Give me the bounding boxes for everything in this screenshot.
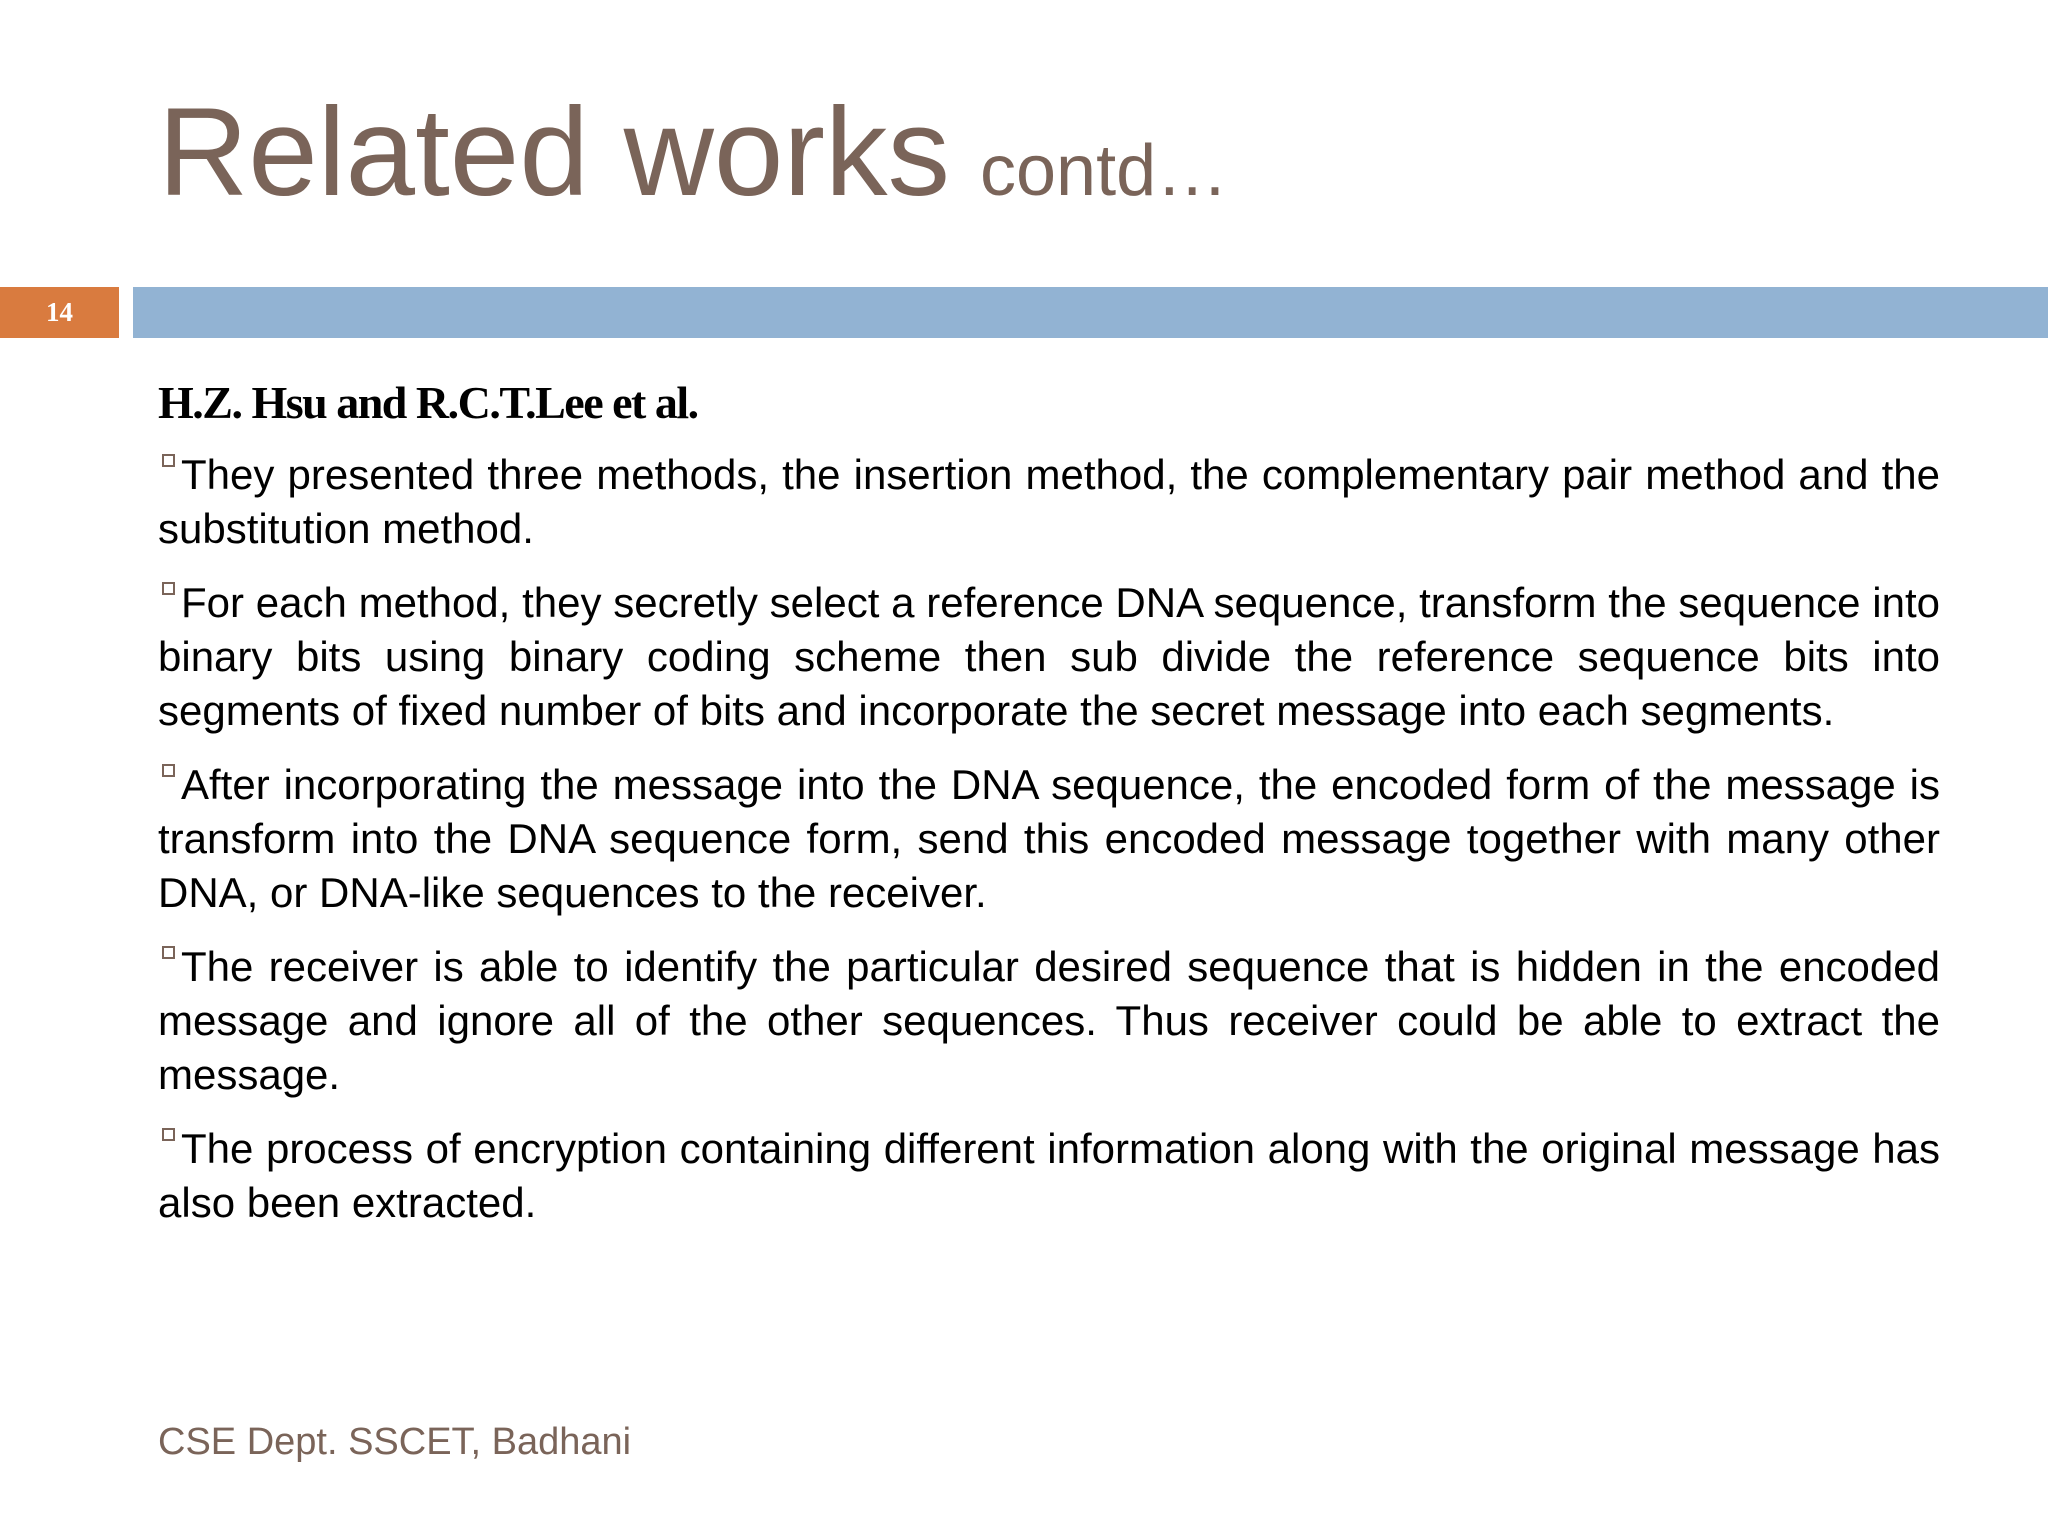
hollow-square-bullet-icon <box>162 582 175 595</box>
bullet-item <box>158 1122 1940 1230</box>
hollow-square-bullet-icon <box>162 764 175 777</box>
hollow-square-bullet-icon <box>162 454 175 467</box>
hollow-square-bullet-icon <box>162 946 175 959</box>
title-main: Related works <box>158 83 950 222</box>
slide-number: 14 <box>46 297 73 327</box>
bullet-item <box>158 448 1940 556</box>
bullet-text: The receiver is able to identify the particular desired sequence that is hidden in the encoded message and ignore all of the other sequences. Thus receiver could be able to extract the message. <box>158 943 1940 1098</box>
bullet-text: The process of encryption containing different information along with the original message has also been extracted. <box>158 1125 1940 1226</box>
slide-title <box>158 83 1229 222</box>
slide-content <box>158 372 1940 1250</box>
title-contd: contd… <box>980 131 1229 211</box>
bullet-list <box>158 448 1940 1230</box>
bullet-item <box>158 758 1940 920</box>
accent-bar <box>133 287 2048 338</box>
bullet-text: They presented three methods, the insertion method, the complementary pair method and the substitution method. <box>158 451 1940 552</box>
bullet-item <box>158 940 1940 1102</box>
bullet-text: For each method, they secretly select a reference DNA sequence, transform the sequence into binary bits using binary coding scheme then sub divide the reference sequence bits into segments of fixed number of bits and incorporate the secret message into each segments. <box>158 579 1940 734</box>
hollow-square-bullet-icon <box>162 1128 175 1141</box>
footer-text: CSE Dept. SSCET, Badhani <box>158 1421 632 1463</box>
slide-number-badge <box>0 287 119 338</box>
section-heading: H.Z. Hsu and R.C.T.Lee et al. <box>158 377 698 428</box>
bullet-text: After incorporating the message into the DNA sequence, the encoded form of the message is transform into the DNA sequence form, send this encoded message together with many other DNA, or DNA-like sequences to the receiver. <box>158 761 1940 916</box>
bullet-item <box>158 576 1940 738</box>
